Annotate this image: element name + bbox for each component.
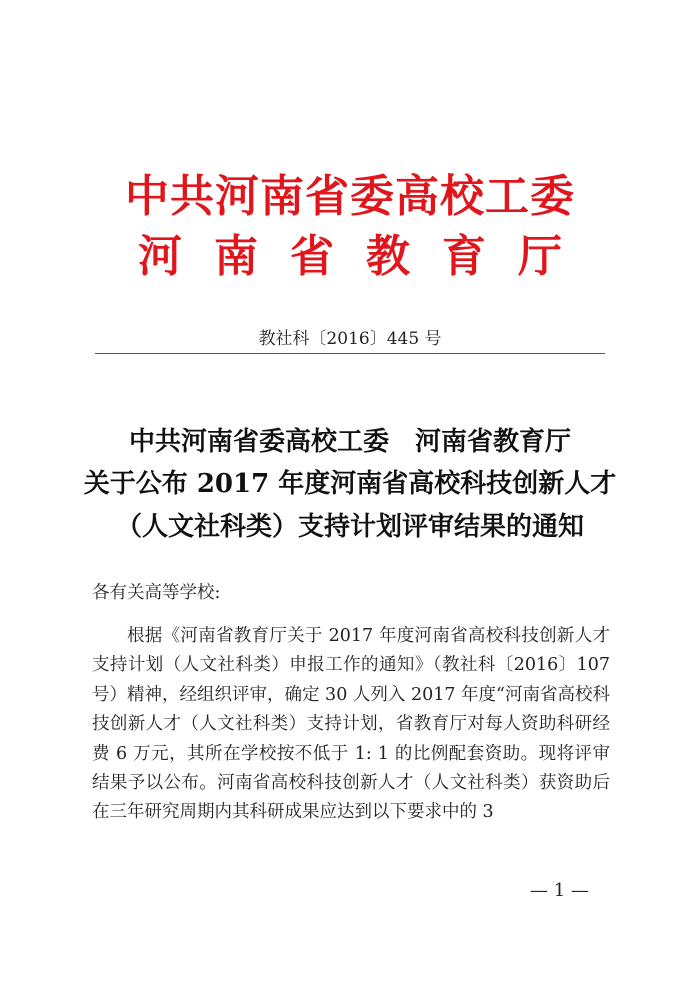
document-number: 教社科〔2016〕445 号 [258, 329, 442, 349]
page-number: — 1 — [530, 880, 589, 901]
salutation: 各有关高等学校: [92, 583, 221, 603]
title-line-3: （人文社科类）支持计划评审结果的通知 [115, 512, 584, 542]
title-line-2: 关于公布 2017 年度河南省高校科技创新人才 [83, 469, 617, 499]
org2-char: 南 [214, 231, 258, 282]
issuing-org-line-2 [0, 230, 700, 284]
org2-char: 省 [290, 231, 334, 282]
org2-char: 河 [138, 231, 182, 282]
title-line-1: 中共河南省委高校工委 河南省教育厅 [128, 427, 571, 457]
org2-char: 育 [442, 231, 486, 282]
issuing-org-line-1: 中共河南省委高校工委 [125, 171, 575, 222]
org2-char: 教 [366, 231, 410, 282]
org2-char: 厅 [518, 231, 562, 282]
red-divider [95, 353, 605, 354]
body-paragraph: 根据《河南省教育厅关于 2017 年度河南省高校科技创新人才支持计划（人文社科类）申报工作的通知》（教社科〔2016〕107 号）精神，经组织评审，确定 30 人列入 2017 年度“河南省高校科技创新人才（人文社科类）支持计划，省教育厅对每人资助科研经费 6 万元，其所在学校按不低于 1: 1 的比例配套资助。现将评审结果予以公布。河南省高校科技创新人才（人文社科类）获资助后在三年研究周期内其科研成果应达到以下要求中的 3 [92, 626, 610, 823]
